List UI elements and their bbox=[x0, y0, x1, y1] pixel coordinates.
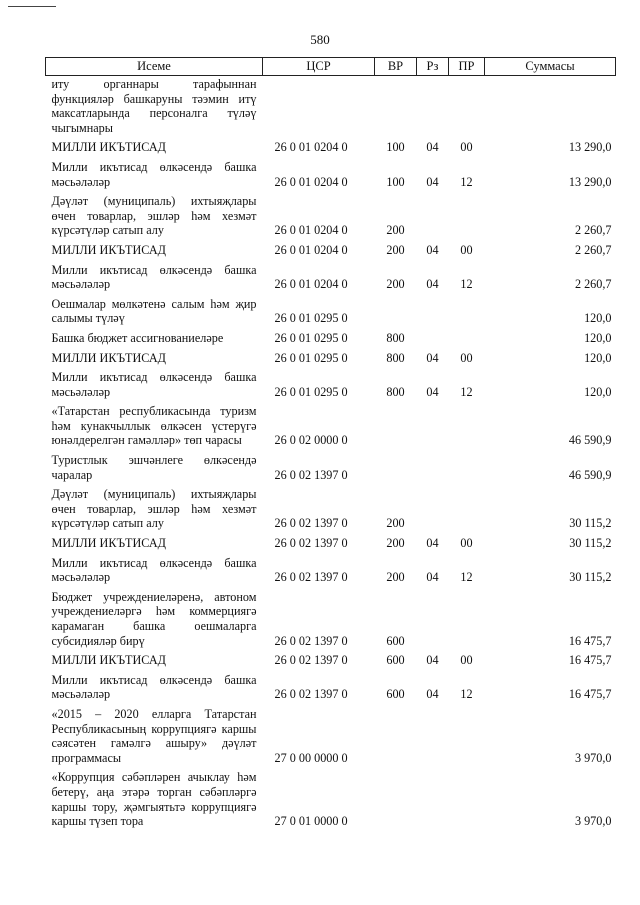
row-pr: 12 bbox=[460, 384, 473, 399]
table-row bbox=[46, 649, 616, 669]
row-vr: 800 bbox=[386, 350, 405, 365]
row-code: 27 0 01 0000 0 bbox=[274, 814, 348, 829]
table-row bbox=[46, 156, 616, 190]
row-code: 26 0 02 0000 0 bbox=[274, 433, 348, 448]
row-vr: 100 bbox=[386, 174, 405, 189]
row-sum: 2 260,7 bbox=[574, 277, 612, 292]
table-row bbox=[46, 669, 616, 703]
row-pr: 00 bbox=[460, 140, 473, 155]
row-name: Милли икътисад өлкәсендә башка мәсьәләләр bbox=[51, 262, 257, 292]
row-pr bbox=[449, 293, 485, 327]
row-name: «Коррупция сәбәпләрен ачыклау һәм бетерү, аңа этәрә торган сәбәпләргә каршы тору, җәмгыятьтә коррупциягә каршы түзеп тора bbox=[51, 770, 257, 829]
row-pr: 12 bbox=[460, 687, 473, 702]
row-pr bbox=[449, 400, 485, 449]
row-pr: 00 bbox=[460, 350, 473, 365]
row-vr: 600 bbox=[386, 653, 405, 668]
header-pr: ПР bbox=[449, 58, 485, 76]
row-code: 26 0 02 1397 0 bbox=[274, 687, 348, 702]
row-pr: 00 bbox=[460, 653, 473, 668]
row-rz: 04 bbox=[426, 536, 439, 551]
row-pr bbox=[449, 449, 485, 483]
row-name: Милли икътисад өлкәсендә башка мәсьәләләр bbox=[51, 555, 257, 585]
table-row bbox=[46, 366, 616, 400]
row-sum: 13 290,0 bbox=[568, 140, 612, 155]
row-sum: 2 260,7 bbox=[574, 242, 612, 257]
page-number: 580 bbox=[310, 32, 330, 47]
row-rz: 04 bbox=[426, 242, 439, 257]
row-vr: 200 bbox=[386, 223, 405, 238]
row-vr: 600 bbox=[386, 687, 405, 702]
row-sum: 16 475,7 bbox=[568, 633, 612, 648]
row-code: 26 0 01 0204 0 bbox=[274, 140, 348, 155]
row-vr: 200 bbox=[386, 277, 405, 292]
row-code: 26 0 02 1397 0 bbox=[274, 633, 348, 648]
row-rz bbox=[417, 190, 449, 239]
table-row bbox=[46, 400, 616, 449]
row-vr: 200 bbox=[386, 536, 405, 551]
table-row bbox=[46, 259, 616, 293]
header-code: ЦСР bbox=[263, 58, 375, 76]
row-name: Милли икътисад өлкәсендә башка мәсьәләләр bbox=[51, 159, 257, 189]
row-rz bbox=[417, 327, 449, 347]
table-row bbox=[46, 586, 616, 649]
row-vr bbox=[375, 400, 417, 449]
row-rz bbox=[417, 586, 449, 649]
row-sum: 46 590,9 bbox=[568, 433, 612, 448]
row-name: МИЛЛИ ИКЪТИСАД bbox=[51, 140, 166, 155]
row-rz bbox=[417, 766, 449, 829]
row-rz bbox=[417, 293, 449, 327]
row-code: 26 0 01 0204 0 bbox=[274, 277, 348, 292]
row-sum: 30 115,2 bbox=[569, 570, 612, 585]
row-sum: 30 115,2 bbox=[569, 536, 612, 551]
row-code: 26 0 02 1397 0 bbox=[274, 467, 348, 482]
row-pr bbox=[449, 703, 485, 766]
row-vr: 800 bbox=[386, 384, 405, 399]
row-sum: 120,0 bbox=[584, 350, 612, 365]
row-vr: 800 bbox=[386, 330, 405, 345]
row-rz: 04 bbox=[426, 140, 439, 155]
row-name: МИЛЛИ ИКЪТИСАД bbox=[51, 536, 166, 551]
table-row bbox=[46, 190, 616, 239]
table-row bbox=[46, 76, 616, 137]
row-name: «2015 – 2020 елларга Татарстан Республикасының коррупциягә каршы сәясәтен гамәлгә ашыру» дәүләт программасы bbox=[51, 706, 257, 765]
row-code: 26 0 01 0204 0 bbox=[274, 223, 348, 238]
row-name: Туристлык эшчәнлеге өлкәсендә чаралар bbox=[51, 453, 257, 482]
row-sum: 46 590,9 bbox=[568, 467, 612, 482]
row-rz: 04 bbox=[426, 570, 439, 585]
row-pr bbox=[449, 190, 485, 239]
table-row bbox=[46, 552, 616, 586]
row-sum: 2 260,7 bbox=[574, 223, 612, 238]
row-vr bbox=[375, 293, 417, 327]
row-rz: 04 bbox=[426, 384, 439, 399]
row-name: Оешмалар мөлкәтенә салым һәм җир салымы түләү bbox=[51, 296, 257, 326]
row-sum: 3 970,0 bbox=[574, 750, 612, 765]
row-pr: 12 bbox=[460, 570, 473, 585]
table-row bbox=[46, 449, 616, 483]
row-rz bbox=[417, 400, 449, 449]
row-pr bbox=[449, 483, 485, 532]
row-vr: 200 bbox=[386, 516, 405, 531]
row-code: 26 0 01 0295 0 bbox=[274, 350, 348, 365]
row-pr bbox=[449, 327, 485, 347]
row-rz bbox=[417, 449, 449, 483]
row-sum: 16 475,7 bbox=[568, 687, 612, 702]
budget-table bbox=[45, 57, 616, 830]
row-pr: 12 bbox=[460, 277, 473, 292]
row-code: 26 0 01 0204 0 bbox=[274, 174, 348, 189]
row-sum: 13 290,0 bbox=[568, 174, 612, 189]
header-rz: Рз bbox=[417, 58, 449, 76]
row-code: 26 0 01 0204 0 bbox=[274, 242, 348, 257]
row-vr: 200 bbox=[386, 570, 405, 585]
row-vr bbox=[375, 449, 417, 483]
table-row bbox=[46, 136, 616, 156]
row-name: Милли икътисад өлкәсендә башка мәсьәләләр bbox=[51, 370, 257, 399]
row-pr: 12 bbox=[460, 174, 473, 189]
row-pr: 00 bbox=[460, 536, 473, 551]
row-code: 26 0 01 0295 0 bbox=[274, 311, 348, 326]
row-name: Дәүләт (муниципаль) ихтыяҗлары өчен товарлар, эшләр һәм хезмәт күрсәтүләр сатып алу bbox=[51, 194, 257, 238]
row-name: МИЛЛИ ИКЪТИСАД bbox=[51, 653, 166, 668]
table-header-row bbox=[46, 58, 616, 76]
row-vr bbox=[375, 766, 417, 829]
row-code: 26 0 02 1397 0 bbox=[274, 570, 348, 585]
corner-rule bbox=[8, 6, 56, 7]
table-row bbox=[46, 483, 616, 532]
row-pr: 00 bbox=[460, 242, 473, 257]
table-row bbox=[46, 766, 616, 829]
table-row bbox=[46, 239, 616, 259]
row-vr: 200 bbox=[386, 242, 405, 257]
table-body bbox=[46, 76, 616, 830]
row-code: 26 0 02 1397 0 bbox=[274, 653, 348, 668]
row-sum: 16 475,7 bbox=[568, 653, 612, 668]
row-sum bbox=[485, 76, 616, 137]
row-pr bbox=[449, 766, 485, 829]
row-code: 26 0 02 1397 0 bbox=[274, 516, 348, 531]
row-rz: 04 bbox=[426, 350, 439, 365]
row-rz: 04 bbox=[426, 174, 439, 189]
table-row bbox=[46, 703, 616, 766]
row-sum: 120,0 bbox=[584, 311, 612, 326]
row-sum: 120,0 bbox=[584, 384, 612, 399]
row-code: 26 0 01 0295 0 bbox=[274, 384, 348, 399]
row-sum: 30 115,2 bbox=[569, 516, 612, 531]
row-rz: 04 bbox=[426, 653, 439, 668]
row-rz bbox=[417, 76, 449, 137]
table-row bbox=[46, 532, 616, 552]
table-row bbox=[46, 347, 616, 367]
row-rz: 04 bbox=[426, 687, 439, 702]
row-name: Башка бюджет ассигнованиеләре bbox=[51, 330, 224, 345]
table-row bbox=[46, 293, 616, 327]
header-name: Исеме bbox=[46, 58, 263, 76]
row-name: Дәүләт (муниципаль) ихтыяҗлары өчен товарлар, эшләр һәм хезмәт күрсәтүләр сатып алу bbox=[51, 487, 257, 531]
row-code: 27 0 00 0000 0 bbox=[274, 750, 348, 765]
row-pr bbox=[449, 586, 485, 649]
row-code: 26 0 02 1397 0 bbox=[274, 536, 348, 551]
row-vr bbox=[375, 703, 417, 766]
row-sum: 3 970,0 bbox=[574, 814, 612, 829]
row-pr bbox=[449, 76, 485, 137]
row-name: Бюджет учреждениеләренә, автоном учреждениеләргә һәм коммерциягә карамаган башка оешмаларга субсидияләр бирү bbox=[51, 589, 257, 648]
row-code bbox=[263, 76, 375, 137]
row-vr: 100 bbox=[386, 140, 405, 155]
row-name: МИЛЛИ ИКЪТИСАД bbox=[51, 350, 166, 365]
table-row bbox=[46, 327, 616, 347]
row-name: «Татарстан республикасында туризм һәм кунакчыллык өлкәсен үстерүгә юнәлдерелгән гамәлләр» төп чарасы bbox=[51, 404, 257, 448]
row-sum: 120,0 bbox=[584, 330, 612, 345]
row-code: 26 0 01 0295 0 bbox=[274, 330, 348, 345]
row-rz bbox=[417, 483, 449, 532]
row-name: Милли икътисад өлкәсендә башка мәсьәләләр bbox=[51, 672, 257, 702]
row-name: иту органнары тарафыннан функцияләр башкаруны тәэмин итү максатларында персоналга түләү чыгымнары bbox=[51, 77, 257, 135]
header-vr: ВР bbox=[375, 58, 417, 76]
row-rz: 04 bbox=[426, 277, 439, 292]
row-vr bbox=[375, 76, 417, 137]
row-name: МИЛЛИ ИКЪТИСАД bbox=[51, 242, 166, 257]
row-vr: 600 bbox=[386, 633, 405, 648]
header-sum: Суммасы bbox=[485, 58, 616, 76]
row-rz bbox=[417, 703, 449, 766]
